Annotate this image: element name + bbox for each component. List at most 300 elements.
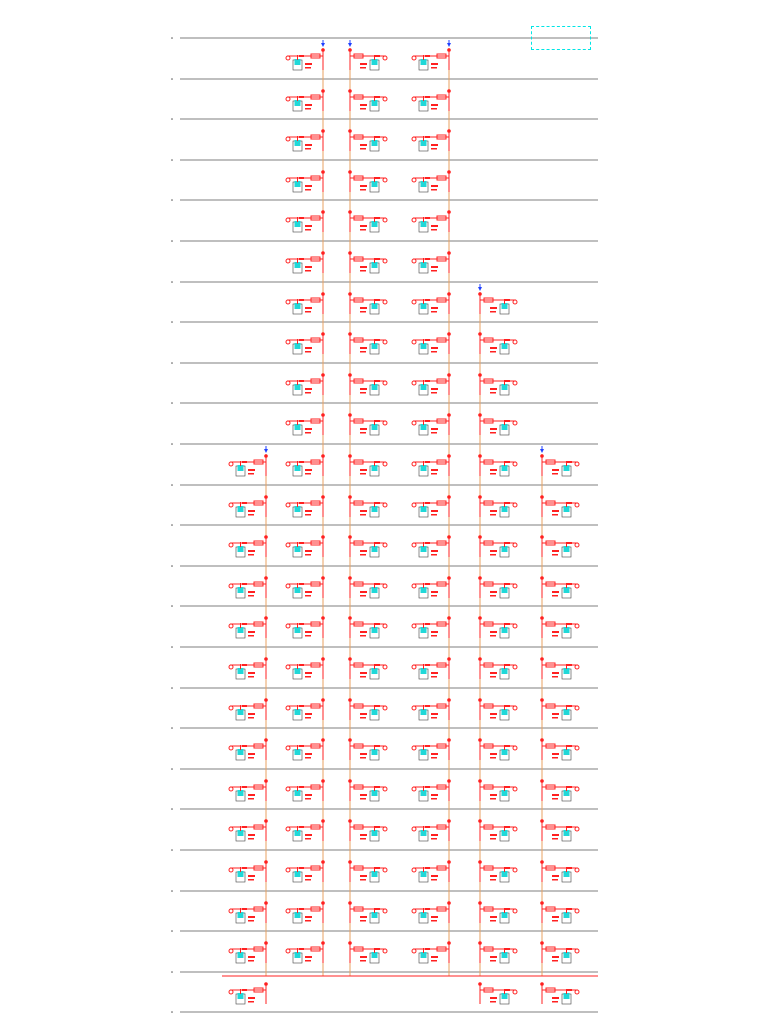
valve-node <box>478 779 482 783</box>
riser-b-fixture-group <box>286 616 325 638</box>
riser-d-fixture-group <box>412 89 451 111</box>
tag-mark <box>360 920 366 922</box>
elbow-node <box>286 56 290 60</box>
riser-b-fixture-group <box>286 941 325 963</box>
riser-d-fixture-group <box>412 129 451 151</box>
valve-mark <box>505 745 510 747</box>
valve-node <box>264 698 268 702</box>
valve-node <box>447 170 451 174</box>
tag-mark <box>431 834 438 836</box>
tag-mark <box>360 510 367 512</box>
elbow-node <box>286 909 290 913</box>
elbow-node <box>286 300 290 304</box>
valve-node <box>348 860 352 864</box>
valve-mark <box>375 908 380 910</box>
valve-mark <box>375 420 380 422</box>
valve-mark <box>242 705 247 707</box>
valve-mark <box>425 461 430 463</box>
riser-b-fixture-group <box>286 698 325 720</box>
elbow-node <box>412 178 416 182</box>
elbow-node <box>286 665 290 669</box>
tag-mark <box>305 469 312 471</box>
elbow-node <box>286 381 290 385</box>
elbow-node <box>513 990 517 994</box>
valve-node <box>447 738 451 742</box>
elbow-node <box>229 462 233 466</box>
riser-c-fixture-group <box>348 535 387 557</box>
valve-mark <box>375 502 380 504</box>
tag-mark <box>360 753 367 755</box>
riser-c-fixture-group <box>348 413 387 435</box>
tag-mark <box>305 631 312 633</box>
valve-mark <box>375 786 380 788</box>
elbow-node <box>513 624 517 628</box>
valve-node <box>540 982 544 986</box>
valve-mark <box>505 664 510 666</box>
tag-mark <box>431 392 437 394</box>
tag-mark <box>360 144 367 146</box>
elbow-node <box>513 300 517 304</box>
tag-mark <box>305 554 311 556</box>
riser-b-fixture-group <box>286 860 325 882</box>
valve-mark <box>425 623 430 625</box>
tag-mark <box>431 960 437 962</box>
elbow-node <box>412 868 416 872</box>
valve-mark <box>242 908 247 910</box>
tag-mark <box>490 1001 496 1003</box>
valve-node <box>348 373 352 377</box>
tag-mark <box>305 67 311 69</box>
valve-mark <box>375 339 380 341</box>
tag-mark <box>490 717 496 719</box>
elbow-node <box>229 665 233 669</box>
tag-mark <box>248 591 255 593</box>
elbow-node <box>412 259 416 263</box>
valve-node <box>478 901 482 905</box>
valve-mark <box>375 299 380 301</box>
tag-mark <box>490 834 497 836</box>
tag-mark <box>305 717 311 719</box>
riser-e-fixture-group <box>478 860 517 882</box>
floor-marker-dot <box>171 646 173 648</box>
riser-d-fixture-group <box>412 413 451 435</box>
valve-node <box>447 373 451 377</box>
riser-b-fixture-group <box>286 251 325 273</box>
elbow-node <box>286 259 290 263</box>
tag-mark <box>431 307 438 309</box>
floor-marker-dot <box>171 159 173 161</box>
tag-mark <box>305 347 312 349</box>
valve-mark <box>375 55 380 57</box>
tag-mark <box>490 432 496 434</box>
riser-c-fixture-group <box>348 210 387 232</box>
valve-mark <box>425 55 430 57</box>
elbow-node <box>229 787 233 791</box>
elbow-node <box>286 949 290 953</box>
valve-node <box>348 901 352 905</box>
elbow-node <box>575 868 579 872</box>
elbow-node <box>513 421 517 425</box>
valve-node <box>348 332 352 336</box>
tag-mark <box>360 595 366 597</box>
elbow-node <box>383 97 387 101</box>
valve-node <box>447 251 451 255</box>
valve-mark <box>505 786 510 788</box>
valve-node <box>447 210 451 214</box>
tag-mark <box>431 838 437 840</box>
riser-c-fixture-group <box>348 89 387 111</box>
riser-f-fixture-group <box>540 576 579 598</box>
riser-f-fixture-group <box>540 616 579 638</box>
floor-marker-dot <box>171 605 173 607</box>
tag-mark <box>305 510 312 512</box>
tag-mark <box>305 879 311 881</box>
valve-node <box>478 292 482 296</box>
riser-c-fixture-group <box>348 454 387 476</box>
valve-mark <box>375 542 380 544</box>
tag-mark <box>552 717 558 719</box>
elbow-node <box>575 503 579 507</box>
valve-mark <box>375 745 380 747</box>
tag-mark <box>248 595 254 597</box>
elbow-node <box>383 259 387 263</box>
valve-node <box>321 819 325 823</box>
riser-c-fixture-group <box>348 616 387 638</box>
elbow-node <box>286 543 290 547</box>
elbow-node <box>383 503 387 507</box>
valve-node <box>540 819 544 823</box>
tag-mark <box>305 108 311 110</box>
riser-c-fixture-group <box>348 941 387 963</box>
riser-c-fixture-group <box>348 129 387 151</box>
valve-mark <box>425 136 430 138</box>
tag-mark <box>360 879 366 881</box>
elbow-node <box>513 746 517 750</box>
valve-mark <box>505 705 510 707</box>
valve-node <box>447 576 451 580</box>
tag-mark <box>248 672 255 674</box>
tag-mark <box>305 960 311 962</box>
valve-node <box>447 901 451 905</box>
tag-mark <box>490 916 497 918</box>
riser-a-fixture-group <box>229 657 268 679</box>
valve-node <box>540 901 544 905</box>
tag-mark <box>305 189 311 191</box>
tag-mark <box>552 514 558 516</box>
tag-mark <box>305 185 312 187</box>
tag-mark <box>248 631 255 633</box>
tag-mark <box>248 713 255 715</box>
valve-mark <box>242 948 247 950</box>
valve-node <box>540 941 544 945</box>
elbow-node <box>412 827 416 831</box>
valve-node <box>321 901 325 905</box>
tag-mark <box>360 591 367 593</box>
tag-mark <box>431 311 437 313</box>
tag-mark <box>431 672 438 674</box>
tag-mark <box>490 392 496 394</box>
valve-mark <box>567 989 572 991</box>
riser-c-fixture-group <box>348 373 387 395</box>
tag-mark <box>360 185 367 187</box>
riser-d-fixture-group <box>412 616 451 638</box>
elbow-node <box>412 949 416 953</box>
tag-mark <box>431 794 438 796</box>
valve-mark <box>375 664 380 666</box>
valve-node <box>447 129 451 133</box>
tag-mark <box>360 838 366 840</box>
riser-e-fixture-group <box>478 982 517 1004</box>
tag-mark <box>305 834 312 836</box>
tag-mark <box>305 916 312 918</box>
tag-mark <box>305 757 311 759</box>
tag-mark <box>360 428 367 430</box>
tag-mark <box>552 676 558 678</box>
valve-node <box>447 535 451 539</box>
tag-mark <box>552 469 559 471</box>
tag-mark <box>360 473 366 475</box>
riser-c-fixture-group <box>348 819 387 841</box>
valve-mark <box>425 177 430 179</box>
riser-a-fixture-group <box>229 576 268 598</box>
valve-mark <box>242 542 247 544</box>
tag-mark <box>248 960 254 962</box>
elbow-node <box>286 746 290 750</box>
valve-node <box>321 495 325 499</box>
tag-mark <box>431 875 438 877</box>
tag-mark <box>490 428 497 430</box>
tag-mark <box>431 189 437 191</box>
valve-node <box>264 779 268 783</box>
riser-top-valve-icon <box>447 43 451 47</box>
valve-mark <box>567 908 572 910</box>
riser-c-fixture-group <box>348 170 387 192</box>
tag-mark <box>490 388 497 390</box>
tag-mark <box>490 311 496 313</box>
riser-d-fixture-group <box>412 698 451 720</box>
elbow-node <box>286 340 290 344</box>
tag-mark <box>360 225 367 227</box>
tag-mark <box>431 266 438 268</box>
valve-mark <box>299 461 304 463</box>
tag-mark <box>360 266 367 268</box>
elbow-node <box>513 584 517 588</box>
tag-mark <box>360 717 366 719</box>
riser-e-fixture-group <box>478 373 517 395</box>
valve-node <box>478 413 482 417</box>
valve-node <box>348 495 352 499</box>
tag-mark <box>490 838 496 840</box>
tag-mark <box>360 432 366 434</box>
floor-marker-dot <box>171 362 173 364</box>
tag-mark <box>552 879 558 881</box>
valve-mark <box>299 177 304 179</box>
riser-d-fixture-group <box>412 251 451 273</box>
elbow-node <box>513 868 517 872</box>
tag-mark <box>360 631 367 633</box>
valve-node <box>478 495 482 499</box>
valve-node <box>264 738 268 742</box>
riser-e-fixture-group <box>478 413 517 435</box>
valve-mark <box>299 867 304 869</box>
valve-node <box>321 373 325 377</box>
tag-mark <box>552 960 558 962</box>
elbow-node <box>383 624 387 628</box>
riser-d-fixture-group <box>412 48 451 70</box>
riser-f-fixture-group <box>540 657 579 679</box>
tag-mark <box>431 473 437 475</box>
tag-mark <box>552 713 559 715</box>
riser-b-fixture-group <box>286 210 325 232</box>
riser-d-fixture-group <box>412 535 451 557</box>
tag-mark <box>431 713 438 715</box>
valve-node <box>321 698 325 702</box>
floor-marker-dot <box>171 118 173 120</box>
tag-mark <box>431 514 437 516</box>
valve-node <box>321 860 325 864</box>
valve-mark <box>425 948 430 950</box>
tag-mark <box>248 834 255 836</box>
valve-node <box>321 576 325 580</box>
tag-mark <box>360 469 367 471</box>
elbow-node <box>412 218 416 222</box>
elbow-node <box>383 706 387 710</box>
elbow-node <box>229 624 233 628</box>
valve-mark <box>425 664 430 666</box>
valve-node <box>348 779 352 783</box>
valve-mark <box>375 136 380 138</box>
valve-node <box>264 860 268 864</box>
tag-mark <box>490 510 497 512</box>
riser-f-fixture-group <box>540 698 579 720</box>
valve-node <box>348 48 352 52</box>
valve-mark <box>299 380 304 382</box>
valve-mark <box>425 217 430 219</box>
valve-node <box>478 616 482 620</box>
valve-mark <box>505 542 510 544</box>
valve-mark <box>567 867 572 869</box>
valve-node <box>447 941 451 945</box>
valve-node <box>447 495 451 499</box>
valve-mark <box>505 908 510 910</box>
riser-d-fixture-group <box>412 901 451 923</box>
riser-c-fixture-group <box>348 576 387 598</box>
riser-c-fixture-group <box>348 901 387 923</box>
riser-a-fixture-group <box>229 495 268 517</box>
valve-node <box>264 495 268 499</box>
valve-node <box>540 657 544 661</box>
elbow-node <box>412 462 416 466</box>
floor-marker-dot <box>171 808 173 810</box>
riser-d-fixture-group <box>412 576 451 598</box>
tag-mark <box>490 920 496 922</box>
tag-mark <box>431 595 437 597</box>
tag-mark <box>360 63 367 65</box>
elbow-node <box>383 584 387 588</box>
tag-mark <box>248 920 254 922</box>
valve-node <box>478 941 482 945</box>
valve-node <box>348 210 352 214</box>
valve-node <box>348 129 352 133</box>
riser-b-fixture-group <box>286 901 325 923</box>
elbow-node <box>383 381 387 385</box>
riser-f-fixture-group <box>540 982 579 1004</box>
tag-mark <box>552 591 559 593</box>
riser-f-fixture-group <box>540 779 579 801</box>
tag-mark <box>431 185 438 187</box>
valve-node <box>321 48 325 52</box>
tag-mark <box>360 550 367 552</box>
tag-mark <box>431 108 437 110</box>
riser-c-fixture-group <box>348 495 387 517</box>
tag-mark <box>248 1001 254 1003</box>
riser-e-fixture-group <box>478 495 517 517</box>
riser-b-fixture-group <box>286 332 325 354</box>
valve-mark <box>375 623 380 625</box>
elbow-node <box>575 909 579 913</box>
valve-node <box>447 819 451 823</box>
riser-a-fixture-group <box>229 454 268 476</box>
tag-mark <box>248 879 254 881</box>
tag-mark <box>360 67 366 69</box>
elbow-node <box>412 97 416 101</box>
valve-node <box>348 941 352 945</box>
tag-mark <box>431 347 438 349</box>
tag-mark <box>305 550 312 552</box>
tag-mark <box>305 956 312 958</box>
tag-mark <box>431 956 438 958</box>
tag-mark <box>431 591 438 593</box>
riser-e-fixture-group <box>478 616 517 638</box>
valve-mark <box>242 461 247 463</box>
tag-mark <box>248 514 254 516</box>
elbow-node <box>513 665 517 669</box>
elbow-node <box>229 949 233 953</box>
valve-mark <box>375 826 380 828</box>
valve-mark <box>299 542 304 544</box>
tag-mark <box>360 351 366 353</box>
tag-mark <box>305 514 311 516</box>
tag-mark <box>552 473 558 475</box>
elbow-node <box>412 381 416 385</box>
riser-e-fixture-group <box>478 901 517 923</box>
tag-mark <box>552 510 559 512</box>
tag-mark <box>360 229 366 231</box>
tag-mark <box>305 595 311 597</box>
tag-mark <box>360 307 367 309</box>
elbow-node <box>286 178 290 182</box>
valve-node <box>321 332 325 336</box>
valve-node <box>540 495 544 499</box>
elbow-node <box>383 909 387 913</box>
tag-mark <box>490 960 496 962</box>
valve-mark <box>242 786 247 788</box>
elbow-node <box>412 584 416 588</box>
elbow-node <box>383 868 387 872</box>
riser-a-fixture-group <box>229 535 268 557</box>
valve-node <box>264 454 268 458</box>
riser-a-fixture-group <box>229 738 268 760</box>
tag-mark <box>305 794 312 796</box>
elbow-node <box>575 787 579 791</box>
valve-node <box>321 616 325 620</box>
elbow-node <box>383 787 387 791</box>
valve-node <box>321 210 325 214</box>
tag-mark <box>431 144 438 146</box>
valve-mark <box>505 461 510 463</box>
elbow-node <box>513 827 517 831</box>
elbow-node <box>383 340 387 344</box>
